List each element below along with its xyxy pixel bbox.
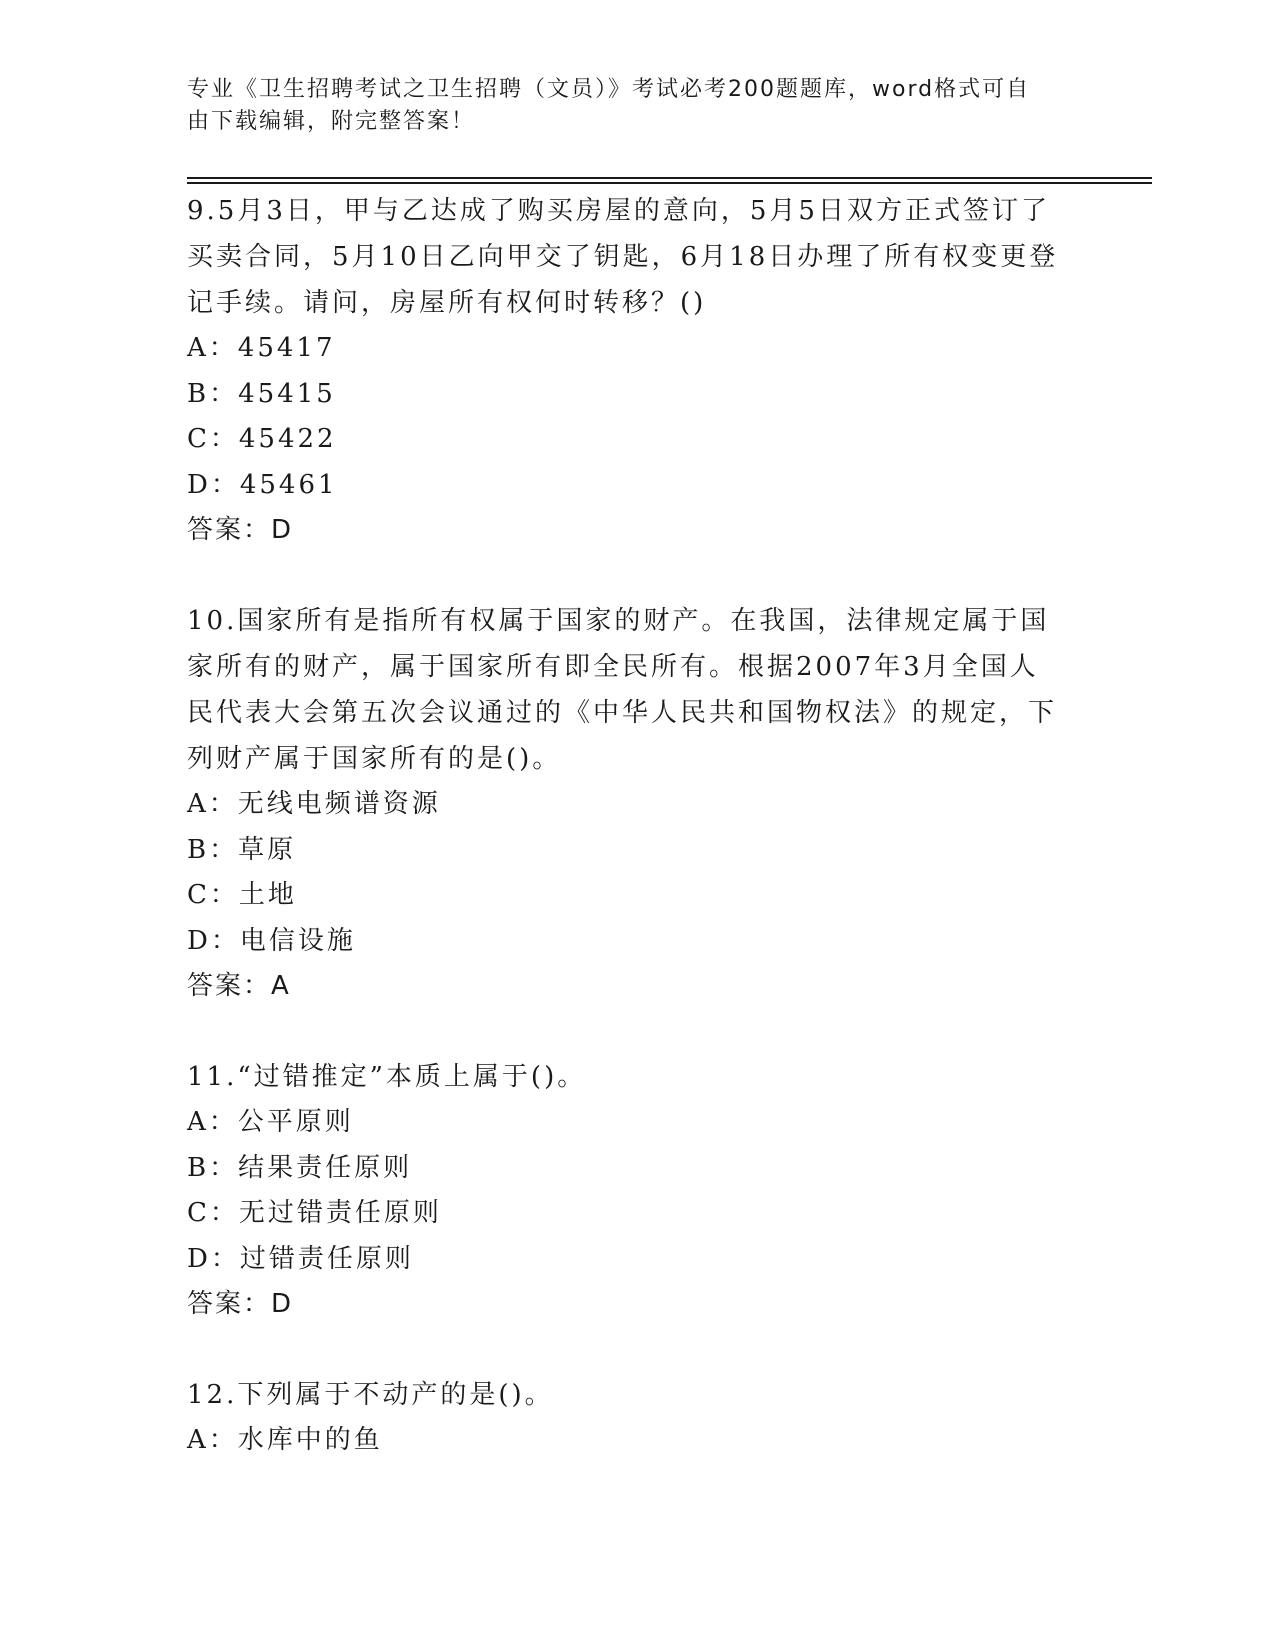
option-b: B：45415	[187, 378, 336, 409]
question-stem: 12.下列属于不动产的是()。	[187, 1380, 554, 1410]
question-list	[187, 188, 1067, 1509]
header-divider-bottom	[187, 182, 1152, 184]
option-a: A：公平原则	[187, 1107, 354, 1137]
option-d: D：过错责任原则	[187, 1243, 414, 1274]
option-d: D：电信设施	[187, 925, 356, 956]
option-c: C：土地	[187, 880, 297, 910]
option-b: B：草原	[187, 834, 297, 865]
question-9	[187, 188, 1067, 553]
question-stem: 9.5月3日，甲与乙达成了购买房屋的意向，5月5日双方正式签订了买卖合同，5月10日乙向甲交了钥匙，6月18日办理了所有权变更登记手续。请问，房屋所有权何时转移？()	[187, 196, 1059, 318]
header-divider-top	[187, 177, 1152, 179]
option-c: C：无过错责任原则	[187, 1198, 442, 1228]
option-b: B：结果责任原则	[187, 1152, 413, 1183]
question-stem: 11.“过错推定”本质上属于()。	[187, 1062, 587, 1092]
answer: 答案：A	[187, 971, 291, 1001]
option-a: A：45417	[187, 333, 336, 363]
answer: 答案：D	[187, 1289, 294, 1319]
option-d: D：45461	[187, 469, 338, 500]
option-c: C：45422	[187, 424, 337, 454]
option-a: A：无线电频谱资源	[187, 789, 441, 819]
question-11	[187, 1054, 1067, 1327]
question-10	[187, 598, 1067, 1009]
option-a: A：水库中的鱼	[187, 1425, 383, 1455]
document-header: 专业《卫生招聘考试之卫生招聘（文员）》考试必考200题题库，word格式可自 由下载编辑，附完整答案！	[187, 77, 1031, 134]
question-12	[187, 1372, 1067, 1464]
answer: 答案：D	[187, 515, 294, 545]
question-stem: 10.国家所有是指所有权属于国家的财产。在我国，法律规定属于国家所有的财产，属于国家所有即全民所有。根据2007年3月全国人民代表大会第五次会议通过的《中华人民共和国物权法》的规定，下列财产属于国家所有的是()。	[187, 606, 1058, 774]
